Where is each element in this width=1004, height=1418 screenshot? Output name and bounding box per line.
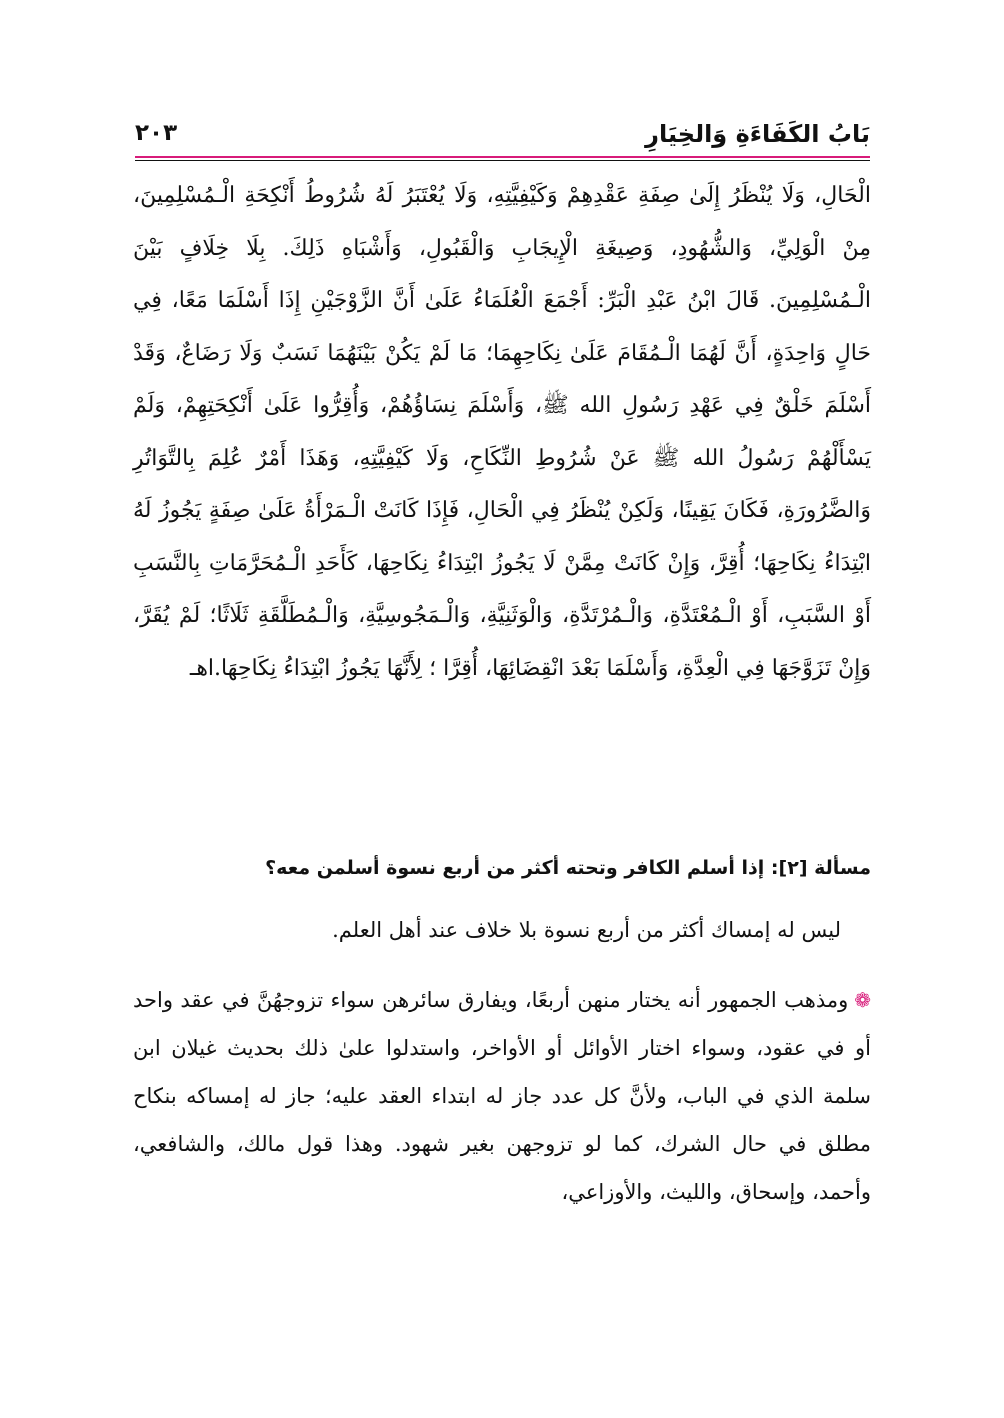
answer-text: ليس له إمساك أكثر من أربع نسوة بلا خلاف عند أهل العلم. [332,918,841,942]
body-paragraph: الْحَالِ، وَلَا يُنْظَرُ إِلَىٰ صِفَةِ عَقْدِهِمْ وَكَيْفِيَّتِهِ، وَلَا يُعْتَبَرُ لَهُ شُرُوطُ أَنْكِحَةِ الْـمُسْلِمِينَ، مِنْ الْوَلِيِّ، وَالشُّهُودِ، وَصِيغَةِ الْإِيجَابِ وَالْقَبُولِ، وَأَشْبَاهِ ذَلِكَ. بِلَا خِلَافٍ بَيْنَ الْـمُسْلِمِينَ. قَالَ ابْنُ عَبْدِ الْبَرِّ: أَجْمَعَ الْعُلَمَاءُ عَلَىٰ أَنَّ الزَّوْجَيْنِ إِذَا أَسْلَمَا مَعًا، فِي حَالٍ وَاحِدَةٍ، أَنَّ لَهُمَا الْـمُقَامَ عَلَىٰ نِكَاحِهِمَا؛ مَا لَمْ يَكُنْ بَيْنَهُمَا نَسَبٌ وَلَا رَضَاعٌ، وَقَدْ أَسْلَمَ خَلْقٌ فِي عَهْدِ رَسُولِ الله ﷺ، وَأَسْلَمَ نِسَاؤُهُمْ، وَأُقِرُّوا عَلَىٰ أَنْكِحَتِهِمْ، وَلَمْ يَسْأَلْهُمْ رَسُولُ الله ﷺ عَنْ شُرُوطِ النِّكَاحِ، وَلَا كَيْفِيَّتِهِ، وَهَذَا أَمْرٌ عُلِمَ بِالتَّوَاتُرِ وَالضَّرُورَةِ، فَكَانَ يَقِينًا، وَلَكِنْ يُنْظَرُ فِي الْحَالِ، فَإِذَا كَانَتْ الْـمَرْأَةُ عَلَىٰ صِفَةٍ يَجُوزُ لَهُ ابْتِدَاءُ نِكَاحِهَا؛ أُقِرَّ، وَإِنْ كَانَتْ مِمَّنْ لَا يَجُوزُ ابْتِدَاءُ نِكَاحِهَا، كَأَحَدِ الْـمُحَرَّمَاتِ بِالنَّسَبِ أَوْ السَّبَبِ، أَوْ الْـمُعْتَدَّةِ، وَالْـمُرْتَدَّةِ، وَالْوَثَنِيَّةِ، وَالْـمَجُوسِيَّةِ، وَالْـمُطَلَّقَةِ ثَلَاثًا؛ لَمْ يُقَرَّ، وَإِنْ تَزَوَّجَهَا فِي الْعِدَّةِ، وَأَسْلَمَا بَعْدَ انْقِضَائِهَا، أُقِرَّا ؛ لِأَنَّهَا يَجُوزُ ابْتِدَاءُ نِكَاحِهَا.اهـ [133,183,871,681]
second-paragraph-text: ومذهب الجمهور أنه يختار منهن أربعًا، ويفارق سائرهن سواء تزوجهُنَّ في عقد واحد أو في عقود، وسواء اختار الأوائل أو الأواخر، واستدلوا علىٰ ذلك بحديث غيلان ابن سلمة الذي في الباب، ولأنَّ كل عدد جاز له ابتداء العقد عليه؛ جاز له إمساكه بنكاح مطلق في حال الشرك، كما لو تزوجهن بغير شهود. وهذا قول مالك، والشافعي، وأحمد، وإسحاق، والليث، والأوزاعي، [133,988,871,1204]
flower-ornament-icon: ❁ [854,988,871,1012]
issue-heading [133,848,871,888]
header-divider [135,156,870,161]
page-header [135,118,870,158]
chapter-title: بَابُ الكَفَاءَةِ وَالخِيَارِ [645,120,870,148]
page-number: ٢٠٣ [135,120,178,146]
issue-label: مسألة [٢]: [770,857,871,879]
second-paragraph [133,976,871,1216]
issue-question: إذا أسلم الكافر وتحته أكثر من أربع نسوة أسلمن معه؟ [265,857,765,879]
main-text [133,170,871,695]
